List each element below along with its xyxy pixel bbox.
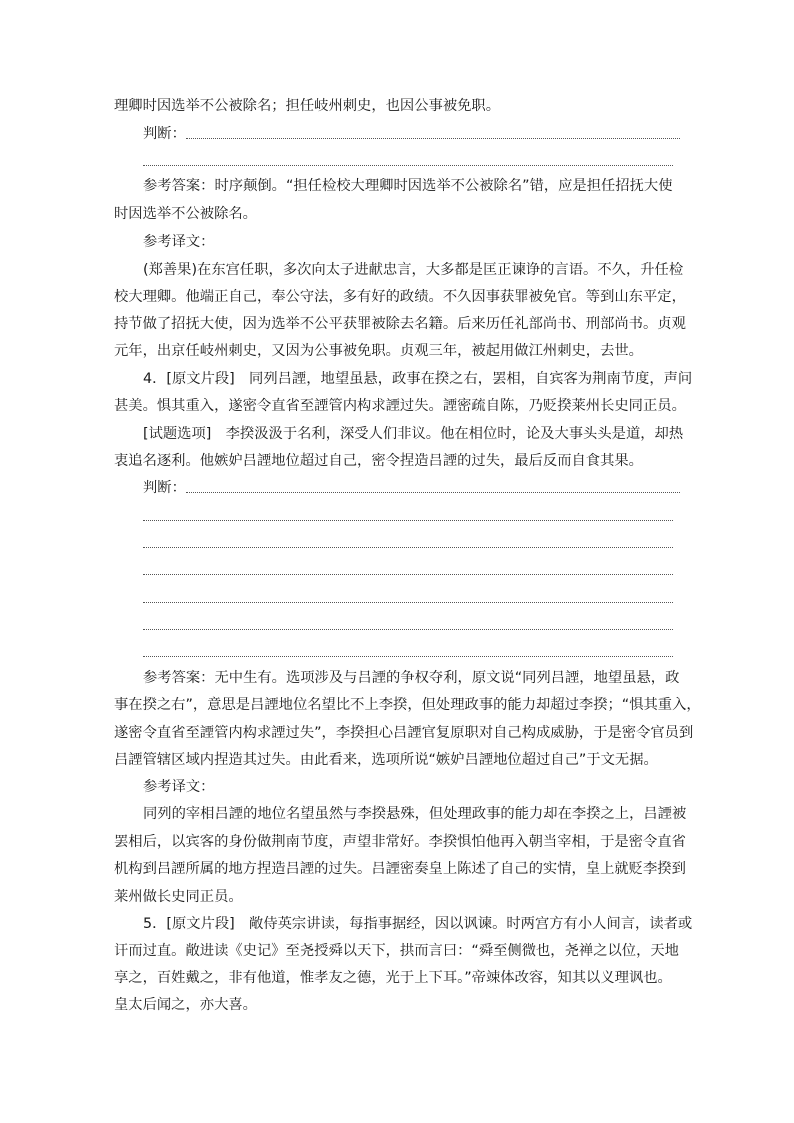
text-line: 元年，出京任岐州刺史，又因为公事被免职。贞观三年，被起用做江州刺史，去世。: [114, 343, 643, 359]
answer-blank-line[interactable]: [143, 547, 673, 548]
answer-blank-line[interactable]: [186, 138, 680, 139]
question-4-line: 4．[原文片段] 同列吕諲，地望虽悬，政事在揆之右，罢相，自宾客为荆南节度，声问: [143, 371, 693, 387]
answer-blank-line[interactable]: [143, 520, 673, 521]
text-line: 事在揆之右”，意思是吕諲地位名望比不上李揆，但处理政事的能力却超过李揆；“惧其重入，: [114, 697, 701, 713]
text-line: 吕諲管辖区域内捏造其过失。由此看来，选项所说“嫉妒吕諲地位超过自己”于文无据。: [114, 752, 658, 768]
answer-blank-line[interactable]: [143, 629, 673, 630]
question-5-line: 5．[原文片段] 敞侍英宗讲读，每指事据经，因以讽谏。时两宫方有小人间言，读者或: [143, 916, 693, 932]
section-label: 参考译文：: [143, 234, 215, 250]
text-line: 讦而过直。敞进读《史记》至尧授舜以天下，拱而言曰：“舜至侧微也，尧禅之以位，天地: [114, 943, 679, 959]
judgment-label: 判断：: [143, 126, 186, 142]
answer-blank-line[interactable]: [143, 165, 673, 166]
text-line: 甚美。惧其重入，遂密令直省至諲管内构求諲过失。諲密疏自陈，乃贬揆莱州长史同正员。: [114, 398, 686, 414]
answer-blank-line[interactable]: [186, 492, 680, 493]
text-line: (郑善果)在东宫任职，多次向太子进献忠言，大多都是匡正谏诤的言语。不久，升任检: [143, 262, 684, 278]
answer-blank-line[interactable]: [143, 574, 673, 575]
text-line: 享之，百姓戴之，非有他道，惟孝友之德，光于上下耳。”帝竦体改容，知其以义理讽也。: [114, 970, 672, 986]
text-line: 理卿时因选举不公被除名；担任岐州刺史，也因公事被免职。: [114, 98, 501, 114]
judgment-label: 判断：: [143, 480, 186, 496]
section-label: 参考译文：: [143, 779, 215, 795]
text-line: 莱州做长史同正员。: [114, 889, 243, 905]
text-line: 参考答案：时序颠倒。“担任检校大理卿时因选举不公被除名”错，应是担任招抚大使: [143, 178, 673, 194]
text-line: 校大理卿。他端正自己，奉公守法，多有好的政绩。不久因事获罪被免官。等到山东平定，: [114, 289, 686, 305]
answer-blank-line[interactable]: [143, 602, 673, 603]
text-line: 遂密令直省至諲管内构求諲过失”，李揆担心吕諲官复原职对自己构成威胁，于是密令官员到: [114, 725, 694, 741]
text-line: 参考答案：无中生有。选项涉及与吕諲的争权夺利，原文说“同列吕諲，地望虽悬，政: [143, 670, 680, 686]
text-line: 持节做了招抚大使，因为选举不公平获罪被除去名籍。后来历任礼部尚书、刑部尚书。贞观: [114, 316, 686, 332]
text-line: 时因选举不公被除名。: [114, 206, 257, 222]
text-line: 机构到吕諲所属的地方捏造吕諲的过失。吕諲密奏皇上陈述了自己的实情，皇上就贬李揆到: [114, 861, 686, 877]
text-line: 衷追名逐利。他嫉妒吕諲地位超过自己，密令捏造吕諲的过失，最后反而自食其果。: [114, 453, 643, 469]
text-line: 皇太后闻之，亦大喜。: [114, 997, 257, 1013]
answer-blank-line[interactable]: [143, 656, 673, 657]
text-line: 同列的宰相吕諲的地位名望虽然与李揆悬殊，但处理政事的能力却在李揆之上，吕諲被: [143, 806, 687, 822]
text-line: [试题选项] 李揆汲汲于名利，深受人们非议。他在相位时，论及大事头头是道，却热: [143, 426, 684, 442]
text-line: 罢相后，以宾客的身份做荆南节度，声望非常好。李揆惧怕他再入朝当宰相，于是密令直省: [114, 834, 686, 850]
